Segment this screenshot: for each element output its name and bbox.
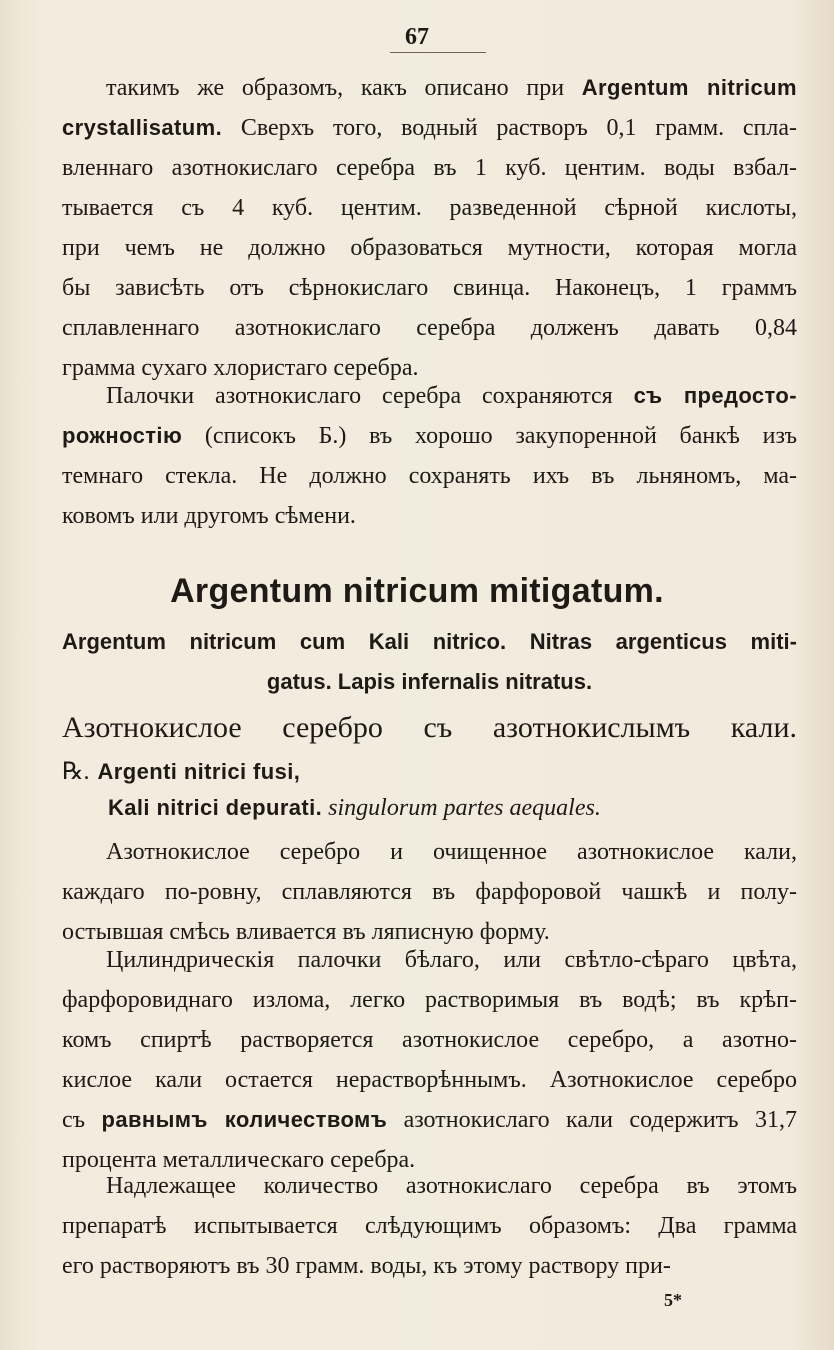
text-segment: такимъ же образомъ, какъ описано при xyxy=(106,75,582,101)
text-line xyxy=(62,456,797,496)
text-segment: вленнаго азотнокислаго серебра въ 1 куб. центим. воды взбал- xyxy=(62,155,797,181)
text-line xyxy=(62,188,797,228)
signature-mark: 5* xyxy=(664,1290,682,1310)
bold-term: crystallisatum. xyxy=(62,115,223,140)
recipe-ingredient: Argenti nitrici fusi, xyxy=(97,759,301,784)
text-line xyxy=(62,1166,797,1206)
text-line xyxy=(62,376,797,416)
bold-term: съ предосто- xyxy=(633,383,797,408)
text-segment: комъ спиртѣ растворяется азотнокислое серебро, а азотно- xyxy=(62,1027,797,1053)
latin-synonyms xyxy=(62,622,797,702)
text-line xyxy=(62,1246,797,1286)
text-segment: бы зависѣть отъ сѣрнокислаго свинца. Наконецъ, 1 граммъ xyxy=(62,275,797,301)
text-segment: съ xyxy=(62,1107,102,1133)
recipe-ingredient: Kali nitrici depurati. xyxy=(108,795,323,820)
recipe-proportion: singulorum partes aequales. xyxy=(328,795,601,821)
paragraph-assay xyxy=(62,1166,797,1286)
text-segment: азотнокислаго кали содержитъ 31,7 xyxy=(387,1107,797,1133)
bold-term: рожностію xyxy=(62,423,183,448)
text-line xyxy=(62,1060,797,1100)
text-line xyxy=(62,308,797,348)
text-segment: темнаго стекла. Не должно сохранять ихъ въ льняномъ, ма- xyxy=(62,463,797,489)
text-segment: грамма сухаго хлористаго серебра. xyxy=(62,355,419,381)
section-heading: Argentum nitricum mitigatum. xyxy=(170,572,664,610)
text-line xyxy=(62,940,797,980)
text-line xyxy=(62,1206,797,1246)
recipe xyxy=(62,754,797,826)
text-segment: его растворяютъ въ 30 грамм. воды, къ этому раствору при- xyxy=(62,1253,671,1279)
text-segment: каждаго по-ровну, сплавляются въ фарфоровой чашкѣ и полу- xyxy=(62,879,797,905)
text-segment: тывается съ 4 куб. центим. разведенной сѣрной кислоты, xyxy=(62,195,797,221)
text-segment: сплавленнаго азотнокислаго серебра долженъ давать 0,84 xyxy=(62,315,797,341)
text-segment: (списокъ Б.) въ хорошо закупоренной банкѣ изъ xyxy=(182,423,797,449)
text-segment: препаратѣ испытывается слѣдующимъ образомъ: Два грамма xyxy=(62,1213,797,1239)
recipe-line xyxy=(62,754,797,790)
bold-term: равнымъ количествомъ xyxy=(101,1107,388,1132)
header-rule xyxy=(390,52,486,53)
paragraph-preparation xyxy=(62,832,797,952)
text-segment: Палочки азотнокислаго серебра сохраняются xyxy=(106,383,634,409)
text-segment: Азотнокислое серебро и очищенное азотнокислое кали, xyxy=(106,839,797,865)
text-segment: Сверхъ того, водный растворъ 0,1 грамм. спла- xyxy=(222,115,797,141)
paragraph-silver-nitrate-test xyxy=(62,68,797,388)
text-line xyxy=(62,1020,797,1060)
page-number: 67 xyxy=(405,24,429,50)
text-line xyxy=(62,1100,797,1140)
text-line xyxy=(62,832,797,872)
paragraph-storage-instructions xyxy=(62,376,797,536)
synonyms-line: gatus. Lapis infernalis nitratus. xyxy=(266,669,593,694)
paragraph-description xyxy=(62,940,797,1180)
text-segment: фарфоровиднаго излома, легко растворимыя въ водѣ; въ крѣп- xyxy=(62,987,797,1013)
text-segment: кислое кали остается нерастворѣннымъ. Азотнокислое серебро xyxy=(62,1067,797,1093)
text-segment: остывшая смѣсь вливается въ ляписную форму. xyxy=(62,919,550,945)
bold-term: Argentum nitricum xyxy=(581,75,797,100)
text-line xyxy=(62,228,797,268)
text-line xyxy=(62,980,797,1020)
text-line xyxy=(62,496,797,536)
text-line xyxy=(62,872,797,912)
russian-title: Азотнокислое серебро съ азотнокислымъ кали. xyxy=(62,711,797,744)
recipe-symbol: ℞. xyxy=(62,759,90,785)
text-segment: Надлежащее количество азотнокислаго серебра въ этомъ xyxy=(106,1173,797,1199)
synonyms-line: Argentum nitricum cum Kali nitrico. Nitras argenticus miti- xyxy=(62,629,797,654)
text-segment: процента металлическаго серебра. xyxy=(62,1147,416,1173)
text-segment: ковомъ или другомъ сѣмени. xyxy=(62,503,356,529)
text-line xyxy=(62,148,797,188)
text-segment: при чемъ не должно образоваться мутности, которая могла xyxy=(62,235,797,261)
text-line xyxy=(62,108,797,148)
text-line xyxy=(62,416,797,456)
text-line xyxy=(62,68,797,108)
text-segment: Цилиндрическія палочки бѣлаго, или свѣтло-сѣраго цвѣта, xyxy=(106,947,797,973)
text-line xyxy=(62,268,797,308)
recipe-line xyxy=(62,790,797,826)
